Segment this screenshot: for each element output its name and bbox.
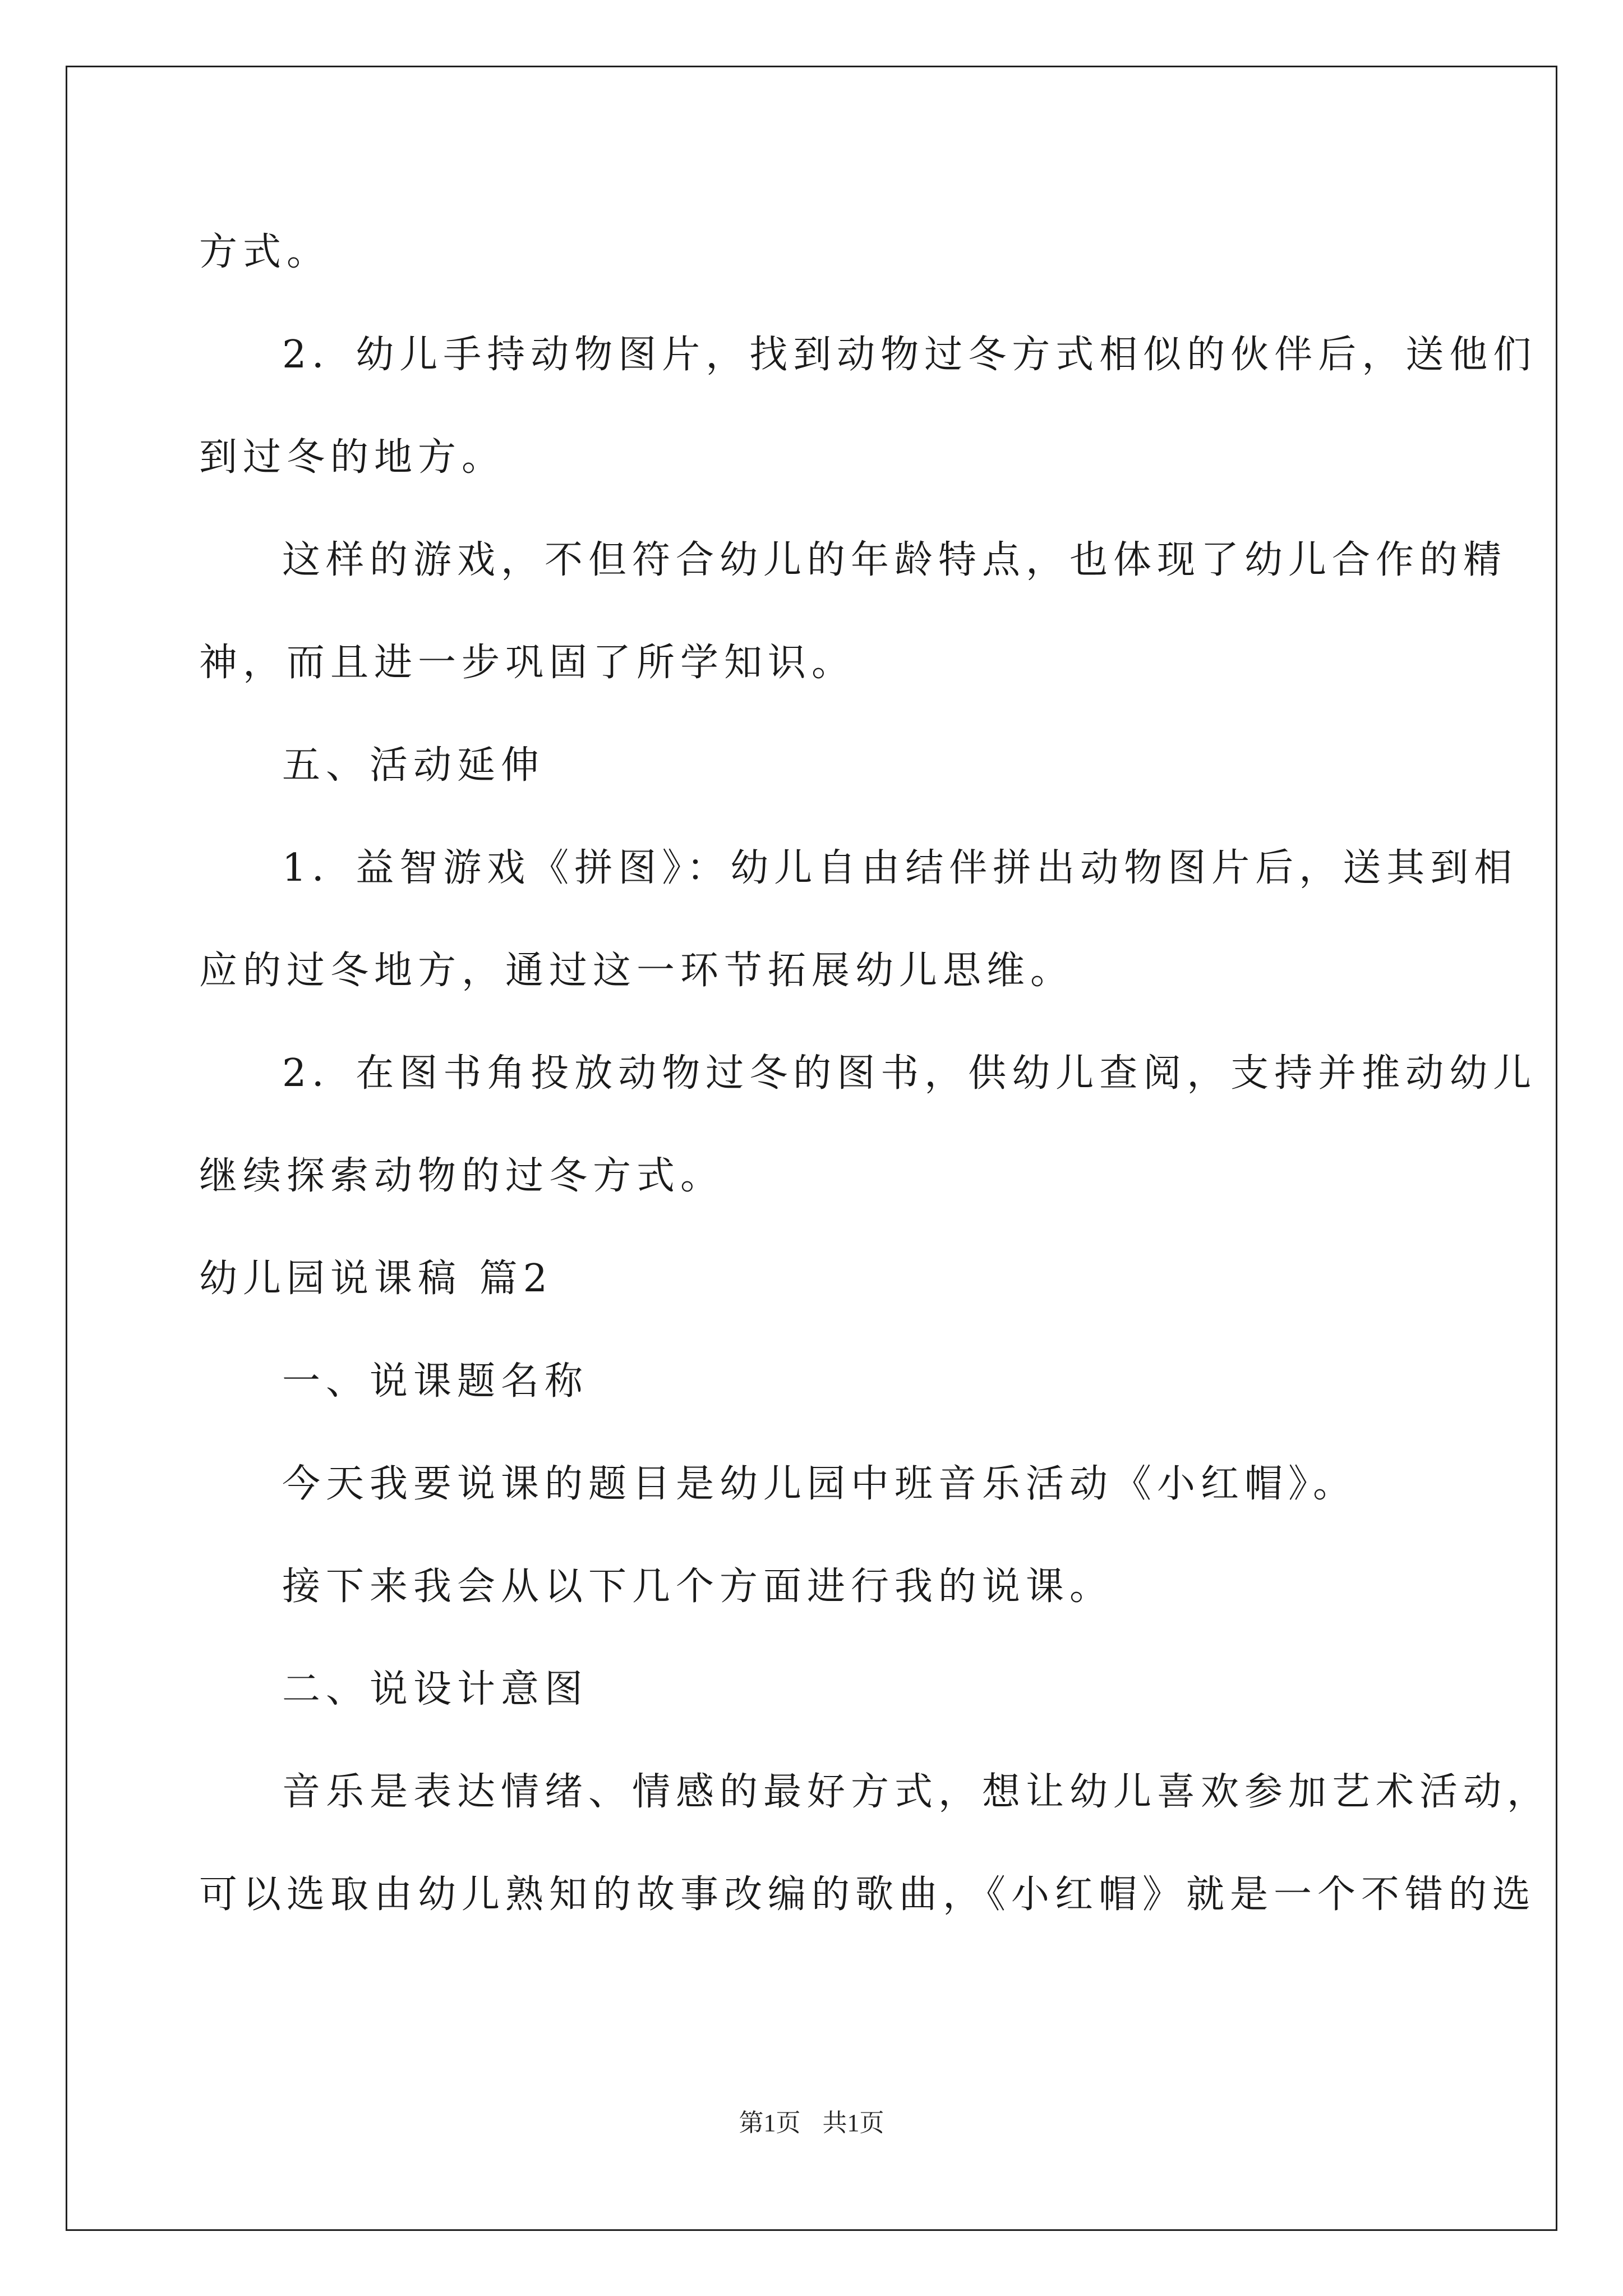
document-subtitle: 幼儿园说课稿 篇2 [199,1257,553,1301]
text-line: 方式。 [199,230,331,274]
text-line: 这样的游戏，不但符合幼儿的年龄特点，也体现了幼儿合作的精 [282,538,1507,582]
text-line: 神，而且进一步巩固了所学知识。 [199,641,856,685]
text-line: 今天我要说课的题目是幼儿园中班音乐活动《小红帽》。 [282,1462,1357,1506]
text-line: 1．益智游戏《拼图》：幼儿自由结伴拼出动物图片后，送其到相 [282,846,1518,890]
section-heading: 五、活动延伸 [282,743,545,788]
page-footer [0,2106,1623,2140]
section-heading: 二、说设计意图 [282,1667,589,1711]
text-line: 到过冬的地方。 [199,435,506,480]
text-line: 应的过冬地方，通过这一环节拓展幼儿思维。 [199,949,1075,993]
text-line: 2．在图书角投放动物过冬的图书，供幼儿查阅，支持并推动幼儿 [282,1051,1537,1096]
text-line: 可以选取由幼儿熟知的故事改编的歌曲，《小红帽》就是一个不错的选 [199,1872,1537,1917]
page-number: 第1页 [739,2109,801,2137]
text-line: 2．幼儿手持动物图片，找到动物过冬方式相似的伙伴后，送他们 [282,333,1537,377]
page-total: 共1页 [822,2109,884,2137]
text-line: 音乐是表达情绪、情感的最好方式，想让幼儿喜欢参加艺术活动， [282,1770,1551,1814]
section-heading: 一、说课题名称 [282,1359,589,1404]
text-line: 接下来我会从以下几个方面进行我的说课。 [282,1565,1114,1609]
text-line: 继续探索动物的过冬方式。 [199,1154,725,1198]
